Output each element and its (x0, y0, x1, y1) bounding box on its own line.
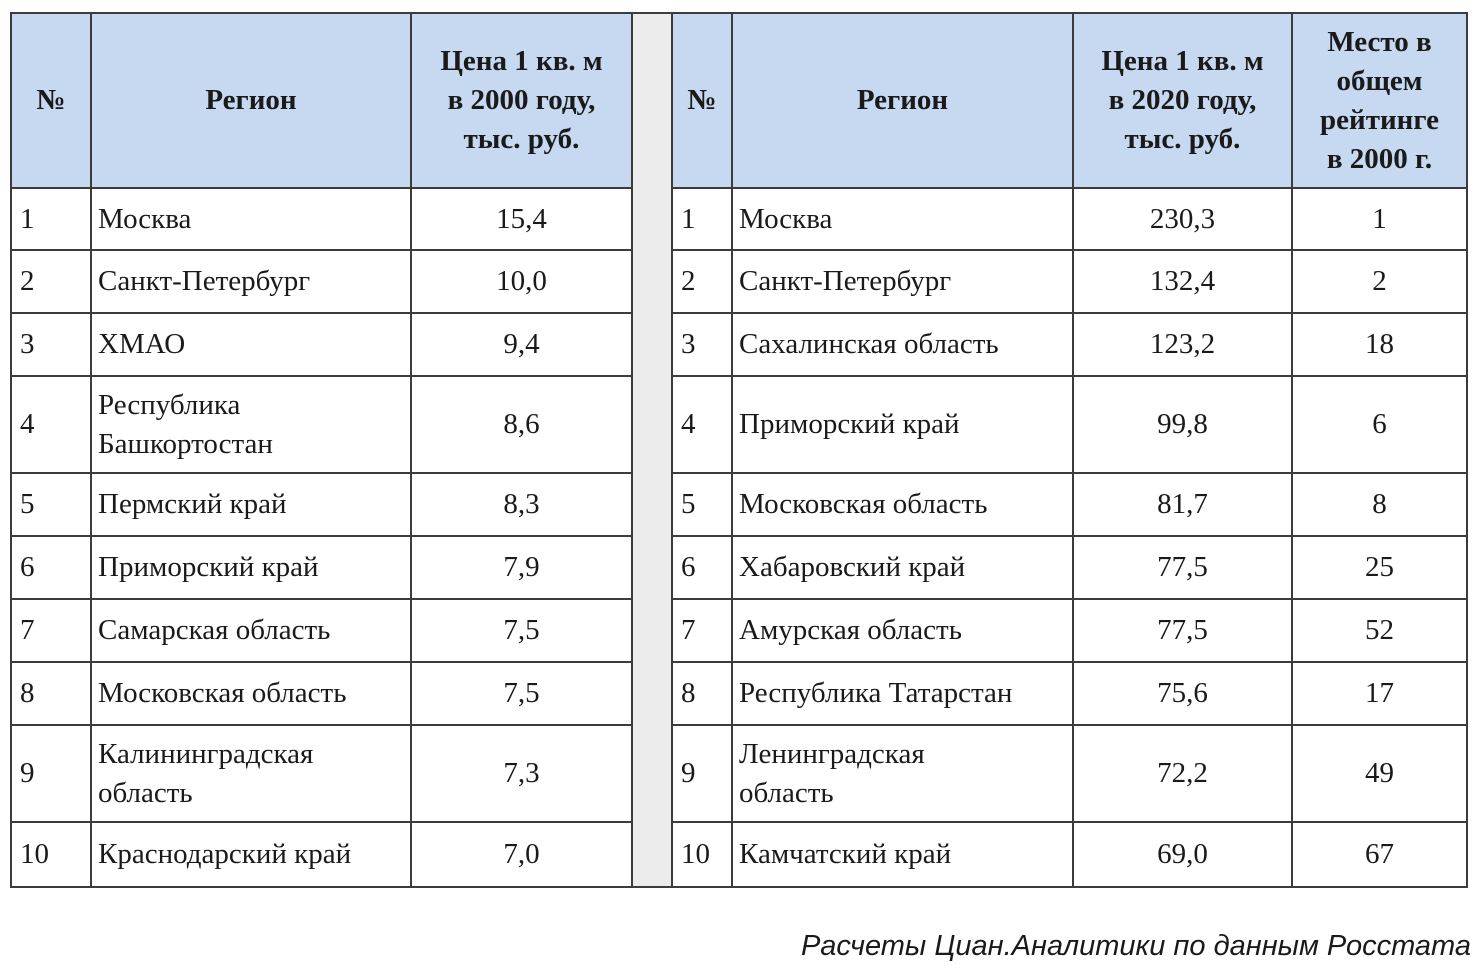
right-row-region (733, 474, 1074, 537)
left-header-price-2000 (412, 14, 633, 189)
table-gap (633, 377, 673, 474)
right-row-num: 2 (673, 251, 733, 314)
right-header-rank-2000-line: в 2000 г. (1326, 142, 1433, 175)
right-row-rank: 17 (1293, 663, 1466, 726)
right-row-rank: 1 (1293, 189, 1466, 251)
right-row-price: 69,0 (1074, 823, 1293, 886)
table-gap (633, 314, 673, 377)
left-row-price: 7,9 (412, 537, 633, 600)
left-row-region-line: Санкт-Петербург (98, 265, 311, 297)
left-row-region (92, 663, 412, 726)
left-row-num: 10 (12, 823, 92, 886)
right-row-rank: 25 (1293, 537, 1466, 600)
right-row-num: 7 (673, 600, 733, 663)
left-row-price: 7,5 (412, 663, 633, 726)
left-row-region-line: Башкортостан (98, 427, 273, 460)
right-row-rank: 18 (1293, 314, 1466, 377)
right-row-rank: 2 (1293, 251, 1466, 314)
price-ranking-tables (10, 12, 1468, 888)
right-row-price: 77,5 (1074, 600, 1293, 663)
right-row-num: 1 (673, 189, 733, 251)
table-gap (633, 537, 673, 600)
left-row-region-line: Пермский край (98, 488, 287, 520)
left-row-num: 8 (12, 663, 92, 726)
right-header-price-2020-line: Цена 1 кв. м (1101, 45, 1264, 77)
left-header-price-2000-line: Цена 1 кв. м (440, 45, 603, 77)
left-row-num: 5 (12, 474, 92, 537)
right-row-price: 230,3 (1074, 189, 1293, 251)
right-row-region-line: Камчатский край (739, 838, 952, 870)
left-row-price: 10,0 (412, 251, 633, 314)
right-row-num: 3 (673, 314, 733, 377)
table-gap (633, 823, 673, 886)
right-row-region (733, 314, 1074, 377)
left-header-price-2000-line: в 2000 году, (447, 84, 596, 116)
right-header-rank-2000 (1293, 14, 1466, 189)
right-row-num: 10 (673, 823, 733, 886)
left-row-num: 9 (12, 726, 92, 823)
right-row-region (733, 377, 1074, 474)
right-row-region-line: область (739, 776, 834, 809)
left-row-num: 4 (12, 377, 92, 474)
right-row-num: 5 (673, 474, 733, 537)
table-gap (633, 189, 673, 251)
left-row-region (92, 537, 412, 600)
right-row-region-line: Приморский край (739, 408, 960, 440)
right-header-rank-2000-line: Место в (1327, 25, 1432, 58)
left-row-num: 1 (12, 189, 92, 251)
table-gap (633, 663, 673, 726)
table-gap (633, 726, 673, 823)
left-row-region-line: Калининградская (98, 737, 314, 770)
right-row-region-line: Санкт-Петербург (739, 265, 952, 297)
right-row-region (733, 537, 1074, 600)
left-header-num: № (12, 14, 92, 189)
left-header-region: Регион (92, 14, 412, 189)
table-gap (633, 251, 673, 314)
left-row-region (92, 823, 412, 886)
right-row-region (733, 663, 1074, 726)
left-row-num: 3 (12, 314, 92, 377)
right-row-num: 8 (673, 663, 733, 726)
right-row-num: 4 (673, 377, 733, 474)
right-row-num: 6 (673, 537, 733, 600)
right-row-price: 72,2 (1074, 726, 1293, 823)
right-header-price-2020-line: тыс. руб. (1124, 123, 1241, 155)
left-row-price: 9,4 (412, 314, 633, 377)
left-row-region-line: Московская область (98, 677, 347, 709)
right-header-rank-2000-line: рейтинге (1319, 103, 1440, 136)
left-row-region (92, 474, 412, 537)
left-row-region (92, 377, 412, 474)
left-row-price: 7,3 (412, 726, 633, 823)
right-row-region (733, 189, 1074, 251)
left-row-price: 8,6 (412, 377, 633, 474)
left-row-region-line: область (98, 776, 193, 809)
left-row-region-line: Самарская область (98, 614, 331, 646)
right-row-region-line: Сахалинская область (739, 328, 999, 360)
right-row-region-line: Республика Татарстан (739, 677, 1013, 709)
right-row-price: 123,2 (1074, 314, 1293, 377)
left-row-price: 8,3 (412, 474, 633, 537)
right-row-region-line: Ленинградская (739, 737, 925, 770)
left-row-region-line: Москва (98, 202, 192, 235)
right-header-rank-2000-line: общем (1336, 64, 1423, 97)
right-row-region-line: Москва (739, 202, 833, 235)
right-row-rank: 8 (1293, 474, 1466, 537)
right-header-price-2020 (1074, 14, 1293, 189)
left-row-region (92, 189, 412, 251)
right-row-rank: 52 (1293, 600, 1466, 663)
right-row-region-line: Хабаровский край (739, 551, 966, 583)
left-row-price: 7,5 (412, 600, 633, 663)
left-row-num: 2 (12, 251, 92, 314)
source-caption: Расчеты Циан.Аналитики по данным Росстата (800, 930, 1471, 962)
right-header-price-2020-line: в 2020 году, (1108, 84, 1257, 116)
right-row-price: 132,4 (1074, 251, 1293, 314)
left-row-region-line: Краснодарский край (98, 838, 352, 870)
right-row-price: 99,8 (1074, 377, 1293, 474)
table-gap (633, 474, 673, 537)
left-row-region-line: Приморский край (98, 551, 319, 583)
right-row-rank: 67 (1365, 838, 1394, 870)
left-row-region (92, 726, 412, 823)
right-row-rank: 49 (1293, 726, 1466, 823)
left-row-region-line: ХМАО (98, 328, 186, 360)
table-gap (633, 14, 673, 189)
left-row-region-line: Республика (98, 388, 241, 421)
right-row-region-line: Московская область (739, 488, 988, 520)
left-row-region (92, 600, 412, 663)
left-row-num: 7 (12, 600, 92, 663)
right-header-region: Регион (733, 14, 1074, 189)
left-row-region (92, 314, 412, 377)
right-row-region (733, 823, 1074, 886)
right-row-price: 81,7 (1074, 474, 1293, 537)
left-header-price-2000-line: тыс. руб. (463, 123, 580, 155)
right-row-region (733, 251, 1074, 314)
left-row-num: 6 (12, 537, 92, 600)
right-row-price: 75,6 (1074, 663, 1293, 726)
left-row-price: 7,0 (412, 823, 633, 886)
left-row-price: 15,4 (412, 189, 633, 251)
right-row-region (733, 600, 1074, 663)
left-row-region (92, 251, 412, 314)
right-row-num: 9 (673, 726, 733, 823)
right-header-num: № (673, 14, 733, 189)
right-row-price: 77,5 (1074, 537, 1293, 600)
right-row-region (733, 726, 1074, 823)
right-row-region-line: Амурская область (739, 614, 962, 646)
right-row-rank: 6 (1293, 377, 1466, 474)
table-gap (633, 600, 673, 663)
